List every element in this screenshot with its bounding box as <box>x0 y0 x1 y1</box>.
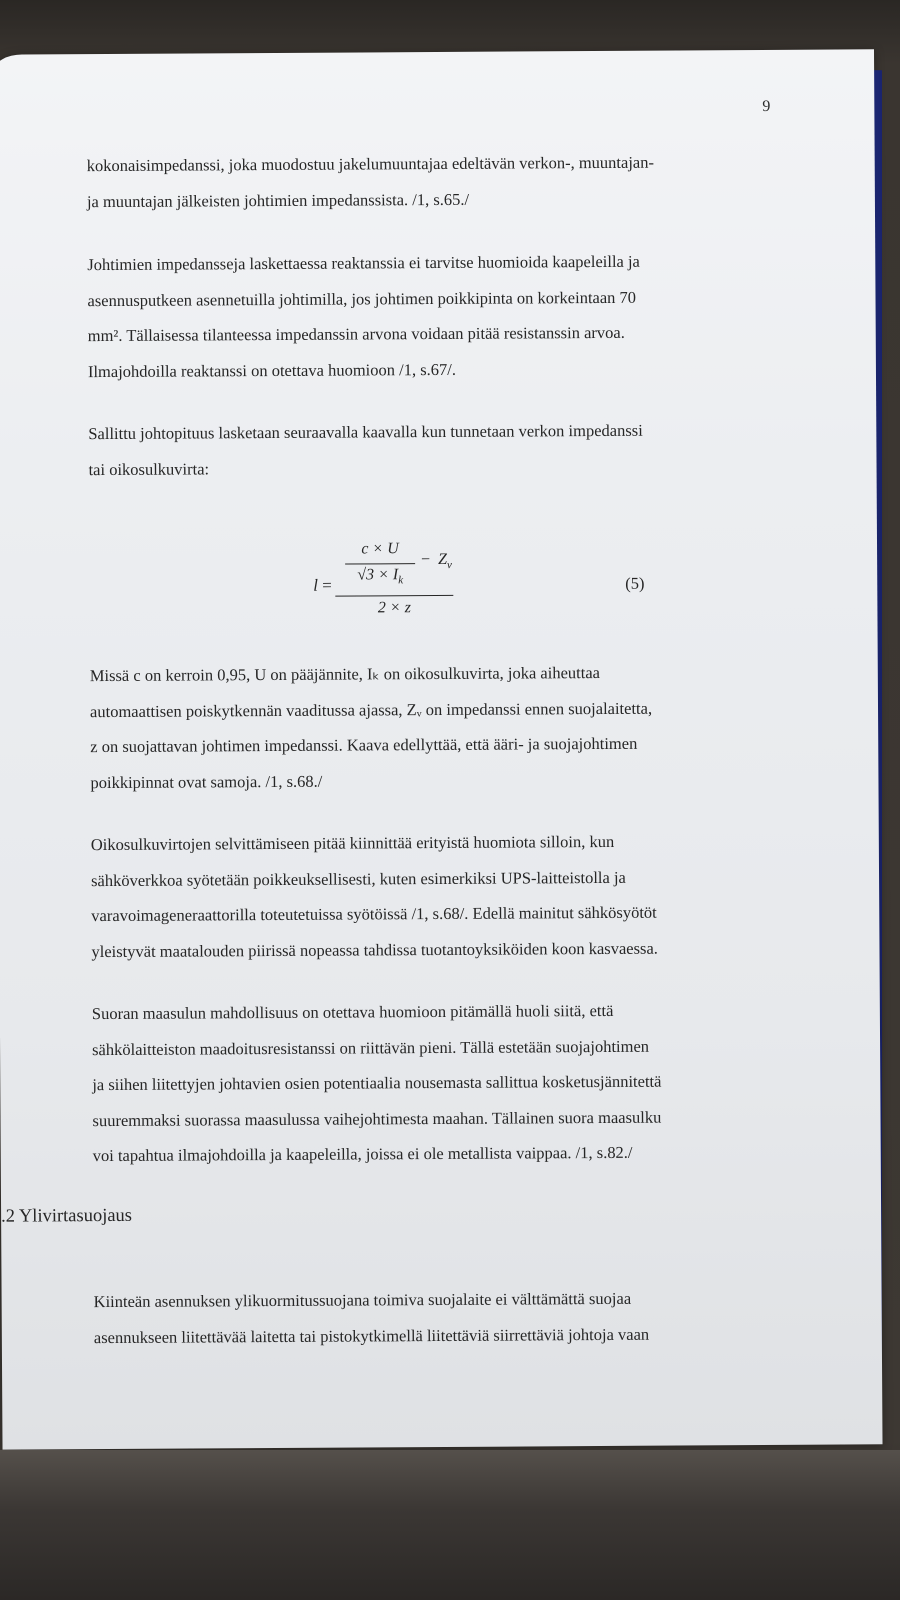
equation-number: (5) <box>625 573 645 593</box>
text-line: Ilmajohdoilla reaktanssi on otettava huomioon /1, s.67/. <box>87 359 456 381</box>
text-line: asennusputkeen asennetuilla johtimilla, jos johtimen poikkipinta on korkeintaan 70 <box>87 287 637 310</box>
formula-numerator <box>335 540 465 591</box>
text-line: tai oikosulkuvirta: <box>88 458 210 479</box>
text-line: kokonaisimpedanssi, joka muodostuu jakelumuuntajaa edeltävän verkon-, muuntajan- <box>86 152 655 176</box>
document-page <box>0 49 883 1449</box>
text-line: Missä c on kerroin 0,95, U on pääjännite, Iₖ on oikosulkuvirta, joka aiheuttaa <box>89 662 601 686</box>
paragraph-short-circuit <box>91 823 782 969</box>
text-line: mm². Tällaisessa tilanteessa impedanssin arvona voidaan pitää resistanssin arvoa. <box>87 322 625 346</box>
text-line: Sallittu johtopituus lasketaan seuraavalla kaavalla kun tunnetaan verkon impedanssi <box>88 420 643 444</box>
formula-lhs: l = <box>313 575 332 595</box>
paragraph-allowed-length <box>88 412 778 487</box>
fraction-bar <box>335 595 453 597</box>
text-line: varavoimageneraattorilla toteutetuissa syötöissä /1, s.68/. Edellä mainitut sähkösyötöt <box>91 902 657 926</box>
text-line: suuremmaksi suorassa maasulussa vaihejohtimesta maahan. Tällainen suora maasulku <box>92 1107 662 1130</box>
text-line: voi tapahtua ilmajohdoilla ja kaapeleilla, joissa ei ole metallista vaippaa. /1, s.82./ <box>92 1142 633 1166</box>
formula-zv: $Z_v$ <box>438 550 452 572</box>
text-line: Suoran maasulun mahdollisuus on otettava huomioon pitämällä huoli siitä, että <box>91 1000 614 1024</box>
formula-inner-denominator: $√3 \times I_k$ <box>357 566 404 587</box>
formula-minus: − <box>421 551 431 569</box>
page-number: 9 <box>762 97 771 115</box>
paragraph-overcurrent <box>94 1280 784 1355</box>
text-line: asennukseen liitettävää laitetta tai pistokytkimellä liitettäviä siirrettäviä johtoja vaan <box>93 1324 650 1347</box>
paragraph-earth-fault <box>92 992 783 1174</box>
text-line: sähkölaitteiston maadoitusresistanssi on riittävän pieni. Tällä estetään suojajohtimen <box>92 1036 650 1059</box>
fraction-bar <box>345 563 415 564</box>
formula-allowed-length <box>313 539 654 631</box>
text-line: yleistyvät maatalouden piirissä nopeassa tahdissa tuotantoyksiköiden koon kasvaessa. <box>91 938 658 961</box>
paragraph-reactance <box>87 243 778 389</box>
formula-inner-fraction <box>345 540 415 588</box>
text-line: ja muuntajan jälkeisten johtimien impedanssista. /1, s.65./ <box>86 189 470 211</box>
desk-surface <box>0 1450 900 1600</box>
formula-inner-numerator: c × U <box>361 540 399 558</box>
text-line: sähköverkkoa syötetään poikkeuksellisesti, kuten esimerkiksi UPS-laitteistolla ja <box>90 867 626 890</box>
paragraph-impedance-intro <box>87 144 777 219</box>
text-line: automaattisen poiskytkennän vaaditussa ajassa, Zᵥ on impedanssi ennen suojalaitetta, <box>89 698 653 721</box>
paragraph-variables <box>90 654 781 800</box>
text-line: poikkipinnat ovat samoja. /1, s.68./ <box>90 771 323 792</box>
text-line: ja siihen liitettyjen johtavien osien potentiaalia nousemasta sallittua kosketusjännitettä <box>92 1071 662 1095</box>
text-line: Kiinteän asennuksen ylikuormitussuojana toimiva suojalaite ei välttämättä suojaa <box>93 1288 632 1312</box>
formula-denominator: 2 × z <box>377 599 411 617</box>
text-line: Oikosulkuvirtojen selvittämiseen pitää kiinnittää erityistä huomiota silloin, kun <box>90 831 615 855</box>
text-line: z on suojattavan johtimen impedanssi. Kaava edellyttää, että ääri- ja suojajohtimen <box>90 733 638 757</box>
section-heading: .2 Ylivirtasuojaus <box>1 1205 133 1227</box>
text-line: Johtimien impedansseja laskettaessa reaktanssia ei tarvitse huomioida kaapeleilla ja <box>87 251 640 275</box>
